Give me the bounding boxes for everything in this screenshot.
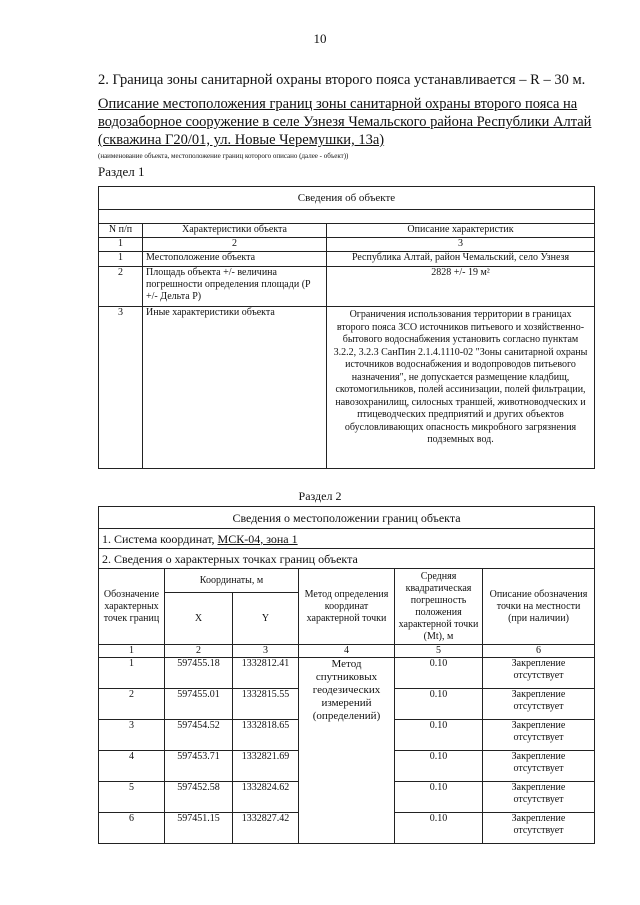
point-id: 5	[99, 782, 165, 813]
description-line-3: (скважина Г20/01, ул. Новые Черемушки, 13а)	[98, 132, 385, 148]
point-accuracy: 0.10	[395, 782, 483, 813]
point-id: 3	[99, 720, 165, 751]
point-y: 1332812.41	[233, 658, 299, 689]
point-marking: Закрепление отсутствует	[483, 720, 595, 751]
boundary-table-title: Сведения о местоположении границ объекта	[99, 507, 595, 529]
point-y: 1332815.55	[233, 689, 299, 720]
point-id: 1	[99, 658, 165, 689]
point-x: 597451.15	[165, 813, 233, 844]
description-line-2: водозаборное сооружение в селе Узнезя Чемальского района Республики Алтай	[98, 114, 592, 130]
point-x: 597454.52	[165, 720, 233, 751]
row-characteristic: Площадь объекта +/- величина погрешности определения площади (Р +/- Дельта Р)	[143, 267, 327, 307]
point-id: 2	[99, 689, 165, 720]
point-accuracy: 0.10	[395, 689, 483, 720]
coord-system-row	[99, 529, 595, 549]
header-y: Y	[233, 593, 299, 645]
point-id: 4	[99, 751, 165, 782]
point-accuracy: 0.10	[395, 658, 483, 689]
description-line-1: Описание местоположения границ зоны санитарной охраны второго пояса на	[98, 96, 578, 112]
index-cell: 3	[233, 645, 299, 658]
point-marking: Закрепление отсутствует	[483, 813, 595, 844]
table-row	[99, 307, 595, 469]
row-description: Республика Алтай, район Чемальский, село Узнезя	[327, 252, 595, 267]
coord-system-value: МСК-04, зона 1	[217, 531, 298, 546]
index-cell: 6	[483, 645, 595, 658]
row-characteristic: Местоположение объекта	[143, 252, 327, 267]
table-row	[99, 658, 595, 689]
index-cell: 5	[395, 645, 483, 658]
index-cell: 4	[299, 645, 395, 658]
boundary-points-table	[98, 506, 595, 844]
page-number: 10	[313, 31, 327, 46]
index-cell: 2	[165, 645, 233, 658]
points-title: 2. Сведения о характерных точках границ объекта	[99, 549, 595, 569]
description-note: (наименование объекта, местоположение границ которого описано (далее - объект))	[98, 152, 349, 160]
point-y: 1332824.62	[233, 782, 299, 813]
header-method: Метод определения координат характерной точки	[299, 569, 395, 645]
index-cell: 1	[99, 645, 165, 658]
point-marking: Закрепление отсутствует	[483, 689, 595, 720]
point-marking: Закрепление отсутствует	[483, 751, 595, 782]
zone-heading: 2. Граница зоны санитарной охраны второго пояса устанавливается – R – 30 м.	[98, 72, 586, 88]
header-x: X	[165, 593, 233, 645]
point-y: 1332827.42	[233, 813, 299, 844]
spacer-row	[99, 210, 595, 224]
coord-system-prefix: 1. Система координат,	[102, 531, 218, 546]
row-num: 1	[99, 252, 143, 267]
point-marking: Закрепление отсутствует	[483, 782, 595, 813]
header-num: N п/п	[99, 224, 143, 238]
section-1-title: Раздел 1	[98, 164, 145, 179]
header-characteristic: Характеристики объекта	[143, 224, 327, 238]
point-x: 597452.58	[165, 782, 233, 813]
point-x: 597453.71	[165, 751, 233, 782]
index-cell: 3	[327, 238, 595, 252]
header-description: Описание характеристик	[327, 224, 595, 238]
object-info-table	[98, 186, 595, 469]
row-description: Ограничения использования территории в границах второго пояса ЗСО источников питьевого и хозяйственно-бытового водоснабжения установить согласно пунктам 3.2.2, 3.2.3 СанПин 2.1.4.1110-02 "Зоны санитарной охраны источников водоснабжения и водопроводов питьевого назначения", не допускается размещение кладбищ, скотомогильников, полей ассинизации, полей фильтрации, навозохранилищ, силосных траншей, животноводческих и птицеводческих предприятий и других объектов обусловливающих опасность микробного загрязнения подземных вод.	[327, 307, 595, 469]
point-accuracy: 0.10	[395, 813, 483, 844]
header-marking: Описание обозначения точки на местности (при наличии)	[483, 569, 595, 645]
row-description: 2828 +/- 19 м²	[327, 267, 595, 307]
table-row	[99, 267, 595, 307]
row-num: 3	[99, 307, 143, 469]
point-id: 6	[99, 813, 165, 844]
object-description	[98, 95, 598, 149]
method-cell: Метод спутниковых геодезических измерений (определений)	[299, 658, 395, 844]
header-accuracy: Средняя квадратическая погрешность положения характерной точки (Mt), м	[395, 569, 483, 645]
point-marking: Закрепление отсутствует	[483, 658, 595, 689]
point-x: 597455.18	[165, 658, 233, 689]
row-characteristic: Иные характеристики объекта	[143, 307, 327, 469]
index-cell: 2	[143, 238, 327, 252]
index-cell: 1	[99, 238, 143, 252]
point-y: 1332818.65	[233, 720, 299, 751]
table-row	[99, 252, 595, 267]
header-point: Обозначение характерных точек границ	[99, 569, 165, 645]
row-num: 2	[99, 267, 143, 307]
header-coords: Координаты, м	[165, 569, 299, 593]
point-y: 1332821.69	[233, 751, 299, 782]
section-2-title: Раздел 2	[298, 489, 342, 503]
point-accuracy: 0.10	[395, 720, 483, 751]
object-info-title: Сведения об объекте	[99, 187, 595, 210]
point-accuracy: 0.10	[395, 751, 483, 782]
point-x: 597455.01	[165, 689, 233, 720]
